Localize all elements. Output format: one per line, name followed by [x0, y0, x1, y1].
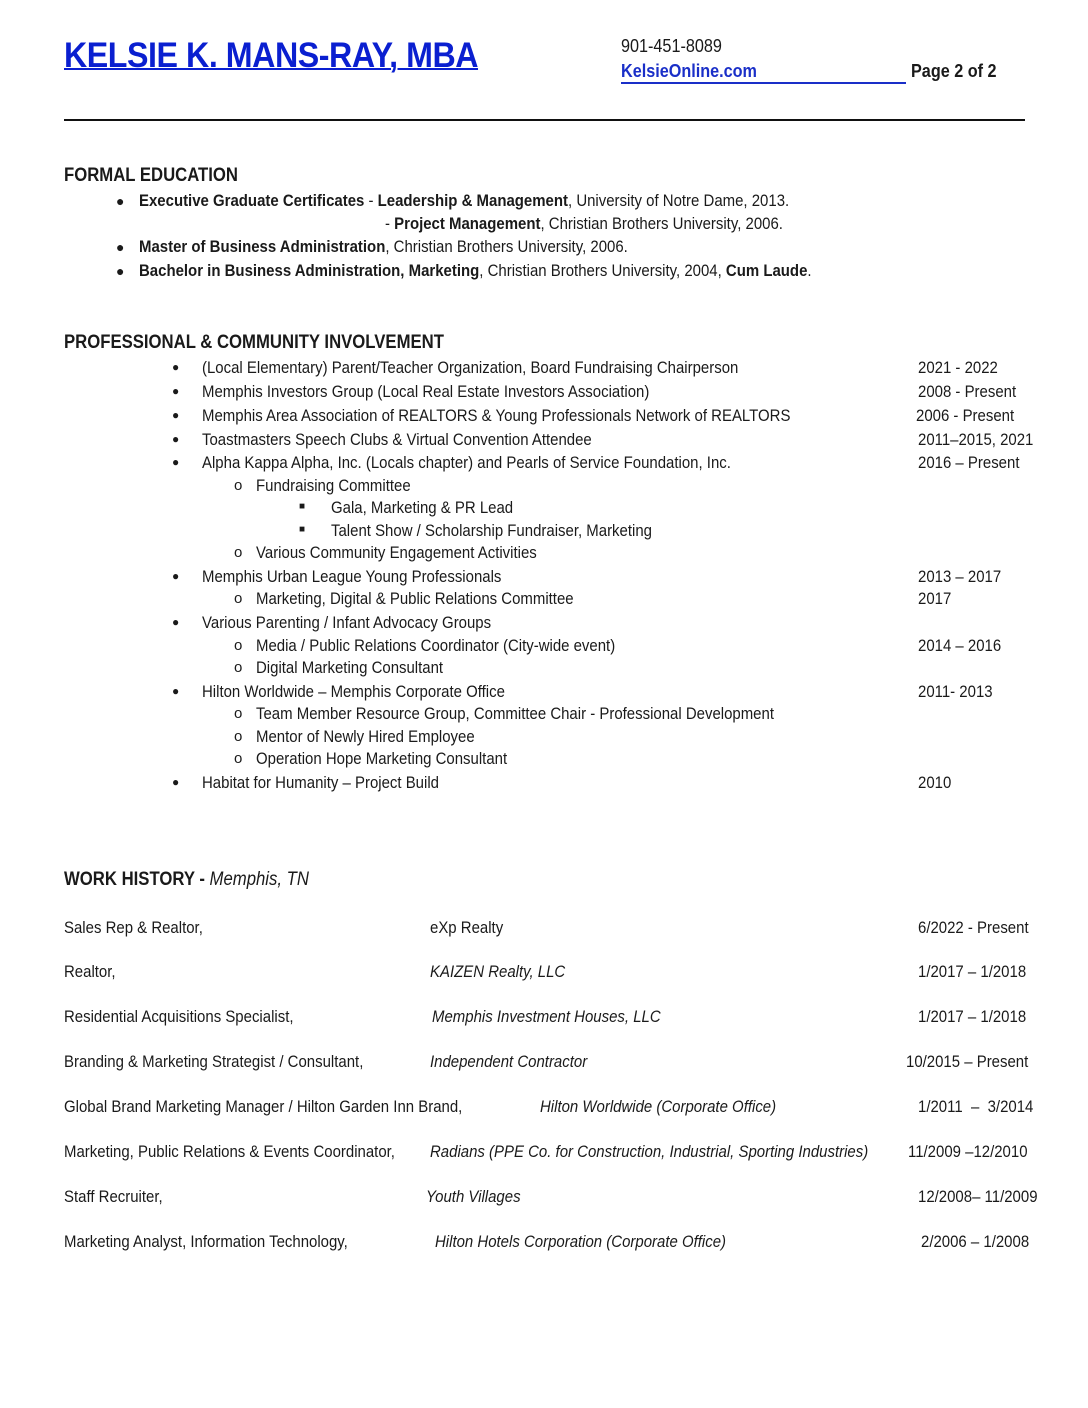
company-name: Hilton Worldwide (Corporate Office) [540, 1097, 777, 1116]
involvement-text: Memphis Area Association of REALTORS & Young Professionals Network of REALTORS [202, 406, 791, 425]
circle-bullet-icon: o [234, 750, 243, 767]
involvement-date: 2010 [918, 773, 952, 792]
company-name: eXp Realty [430, 918, 504, 937]
involvement-text: Digital Marketing Consultant [256, 658, 444, 677]
separator: - [364, 191, 378, 210]
square-bullet-icon: ■ [299, 501, 306, 512]
company-name: Youth Villages [426, 1187, 521, 1206]
separator: - [385, 214, 395, 233]
job-dates: 11/2009 –12/2010 [908, 1142, 1028, 1161]
involvement-date: 2006 - Present [916, 406, 1015, 425]
job-title: Sales Rep & Realtor, [64, 918, 203, 937]
education-degree: Executive Graduate Certificates [139, 191, 365, 210]
bullet-icon: ● [172, 684, 180, 698]
website-link[interactable] [621, 61, 906, 84]
involvement-date: 2013 – 2017 [918, 567, 1002, 586]
circle-bullet-icon: o [234, 477, 243, 494]
involvement-date: 2011- 2013 [918, 682, 993, 701]
education-heading: FORMAL EDUCATION [64, 165, 239, 186]
involvement-date: 2011–2015, 2021 [918, 430, 1034, 449]
job-title: Global Brand Marketing Manager / Hilton Garden Inn Brand, [64, 1097, 463, 1116]
education-item [139, 261, 812, 281]
education-detail: , Christian Brothers University, 2006. [540, 214, 783, 233]
involvement-heading: PROFESSIONAL & COMMUNITY INVOLVEMENT [64, 332, 444, 353]
bullet-icon: ● [172, 569, 180, 583]
job-dates: 2/2006 – 1/2008 [921, 1232, 1030, 1251]
job-title: Marketing, Public Relations & Events Coordinator, [64, 1142, 395, 1161]
work-location: Memphis, TN [209, 869, 309, 890]
involvement-text: (Local Elementary) Parent/Teacher Organization, Board Fundraising Chairperson [202, 358, 739, 377]
circle-bullet-icon: o [234, 728, 243, 745]
job-dates: 1/2011 – 3/2014 [918, 1097, 1034, 1116]
involvement-date: 2017 [918, 589, 952, 608]
job-title: Realtor, [64, 962, 116, 981]
bullet-icon: ● [172, 615, 180, 629]
involvement-text: Memphis Investors Group (Local Real Estate Investors Association) [202, 382, 650, 401]
candidate-name[interactable]: KELSIE K. MANS-RAY, MBA [64, 36, 479, 75]
involvement-text: Gala, Marketing & PR Lead [331, 498, 514, 517]
education-item [139, 237, 628, 257]
involvement-text: Hilton Worldwide – Memphis Corporate Office [202, 682, 505, 701]
involvement-text: Marketing, Digital & Public Relations Committee [256, 589, 574, 608]
work-history-title: WORK HISTORY - [64, 869, 210, 890]
square-bullet-icon: ■ [299, 524, 306, 535]
bullet-icon: ● [172, 455, 180, 469]
circle-bullet-icon: o [234, 590, 243, 607]
bullet-icon: ● [116, 263, 125, 279]
website-text[interactable]: KelsieOnline.com [621, 61, 757, 81]
involvement-text: Alpha Kappa Alpha, Inc. (Locals chapter) and Pearls of Service Foundation, Inc. [202, 453, 731, 472]
bullet-icon: ● [116, 239, 125, 255]
header-divider [64, 119, 1025, 121]
involvement-text: Team Member Resource Group, Committee Chair - Professional Development [256, 704, 774, 723]
circle-bullet-icon: o [234, 659, 243, 676]
bullet-icon: ● [172, 775, 180, 789]
company-name: Hilton Hotels Corporation (Corporate Office) [435, 1232, 727, 1251]
job-title: Marketing Analyst, Information Technology, [64, 1232, 348, 1251]
work-history-heading [64, 869, 309, 891]
circle-bullet-icon: o [234, 705, 243, 722]
job-dates: 6/2022 - Present [918, 918, 1029, 937]
job-title: Branding & Marketing Strategist / Consultant, [64, 1052, 364, 1071]
education-detail: , University of Notre Dame, 2013. [568, 191, 790, 210]
involvement-date: 2021 - 2022 [918, 358, 998, 377]
involvement-text: Memphis Urban League Young Professionals [202, 567, 502, 586]
education-detail: , Christian Brothers University, 2004, [479, 261, 726, 280]
education-item [385, 214, 783, 234]
job-dates: 1/2017 – 1/2018 [918, 962, 1027, 981]
education-specialty: Project Management [394, 214, 541, 233]
involvement-text: Toastmasters Speech Clubs & Virtual Convention Attendee [202, 430, 592, 449]
involvement-text: Talent Show / Scholarship Fundraiser, Marketing [331, 521, 652, 540]
job-dates: 12/2008– 11/2009 [918, 1187, 1038, 1206]
phone-number: 901-451-8089 [621, 36, 722, 56]
circle-bullet-icon: o [234, 637, 243, 654]
education-detail: , Christian Brothers University, 2006. [385, 237, 628, 256]
education-item [139, 191, 789, 211]
education-honor: Cum Laude [725, 261, 808, 280]
company-name: Independent Contractor [430, 1052, 588, 1071]
bullet-icon: ● [116, 193, 125, 209]
education-degree: Master of Business Administration [139, 237, 386, 256]
bullet-icon: ● [172, 408, 180, 422]
involvement-date: 2016 – Present [918, 453, 1020, 472]
job-dates: 1/2017 – 1/2018 [918, 1007, 1027, 1026]
involvement-text: Fundraising Committee [256, 476, 411, 495]
company-name: Memphis Investment Houses, LLC [432, 1007, 661, 1026]
involvement-text: Media / Public Relations Coordinator (City-wide event) [256, 636, 616, 655]
involvement-date: 2008 - Present [918, 382, 1017, 401]
period: . [807, 261, 812, 280]
job-title: Staff Recruiter, [64, 1187, 163, 1206]
bullet-icon: ● [172, 360, 180, 374]
involvement-text: Habitat for Humanity – Project Build [202, 773, 439, 792]
company-name: Radians (PPE Co. for Construction, Industrial, Sporting Industries) [430, 1142, 869, 1161]
page-number: Page 2 of 2 [911, 61, 997, 81]
involvement-text: Various Parenting / Infant Advocacy Groups [202, 613, 492, 632]
bullet-icon: ● [172, 384, 180, 398]
company-name: KAIZEN Realty, LLC [430, 962, 566, 981]
job-dates: 10/2015 – Present [906, 1052, 1029, 1071]
involvement-date: 2014 – 2016 [918, 636, 1002, 655]
job-title: Residential Acquisitions Specialist, [64, 1007, 294, 1026]
involvement-text: Various Community Engagement Activities [256, 543, 537, 562]
circle-bullet-icon: o [234, 544, 243, 561]
involvement-text: Mentor of Newly Hired Employee [256, 727, 475, 746]
education-specialty: Leadership & Management [377, 191, 568, 210]
education-degree: Bachelor in Business Administration, Marketing [139, 261, 480, 280]
involvement-text: Operation Hope Marketing Consultant [256, 749, 508, 768]
bullet-icon: ● [172, 432, 180, 446]
